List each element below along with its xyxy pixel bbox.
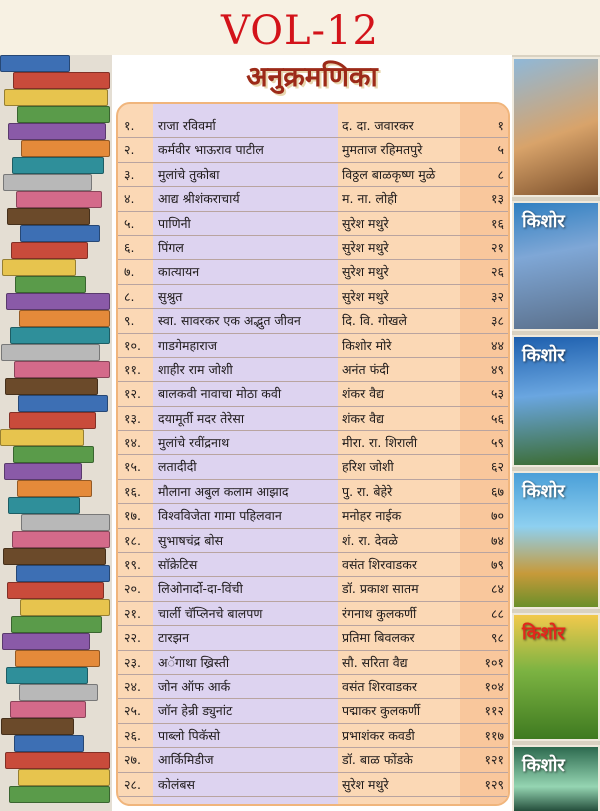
entry-title: चार्ली चॅप्लिनचे बालपण xyxy=(158,605,263,621)
table-row xyxy=(118,626,508,650)
entry-number: ११. xyxy=(124,361,141,377)
entry-title: गाडगेमहाराज xyxy=(158,337,217,353)
entry-title: कात्यायन xyxy=(158,264,200,280)
table-row xyxy=(118,187,508,211)
entry-author: प्रतिमा बिवलकर xyxy=(342,630,415,646)
entry-page: १२९ xyxy=(484,776,504,792)
table-row xyxy=(118,358,508,382)
book-spine xyxy=(21,514,110,531)
book-spine xyxy=(17,106,110,123)
entry-author: पद्माकर कुलकर्णी xyxy=(342,703,421,719)
cover-title: किशोर xyxy=(522,211,565,232)
book-spine xyxy=(9,786,110,803)
table-row xyxy=(118,236,508,260)
table-row xyxy=(118,260,508,284)
magazine-cover-5 xyxy=(512,613,600,741)
entry-number: १४. xyxy=(124,435,141,451)
magazine-cover-6 xyxy=(512,745,600,811)
entry-page: ५ xyxy=(497,142,504,158)
entry-title: पाणिनी xyxy=(158,215,191,231)
table-row xyxy=(118,285,508,309)
table-row xyxy=(118,577,508,601)
entry-title: स्वा. सावरकर एक अद्भुत जीवन xyxy=(158,313,301,329)
table-row xyxy=(118,602,508,626)
book-spine xyxy=(18,395,108,412)
entry-number: ८. xyxy=(124,288,135,304)
entry-page: ८४ xyxy=(490,581,504,597)
entry-number: १९. xyxy=(124,557,141,573)
entry-title: कोलंबस xyxy=(158,776,195,792)
entry-author: सुरेश मथुरे xyxy=(342,776,389,792)
table-row xyxy=(118,699,508,723)
entry-page: १२१ xyxy=(484,752,504,768)
book-spine xyxy=(5,752,110,769)
book-spine xyxy=(9,412,96,429)
entry-author: सुरेश मथुरे xyxy=(342,288,389,304)
entry-number: २६. xyxy=(124,727,141,743)
entry-page: ६२ xyxy=(490,459,504,475)
book-spine xyxy=(11,616,102,633)
book-spine xyxy=(4,463,82,480)
entry-author: सुरेश मथुरे xyxy=(342,264,389,280)
entry-number: २४. xyxy=(124,678,141,694)
entry-author: हरिश जोशी xyxy=(342,459,394,475)
entry-page: ४४ xyxy=(490,337,504,353)
book-spine xyxy=(1,344,100,361)
entry-number: १७. xyxy=(124,508,141,524)
book-spine xyxy=(4,89,108,106)
table-row xyxy=(118,163,508,187)
table-row xyxy=(118,773,508,797)
entry-number: ४. xyxy=(124,191,135,207)
book-spine xyxy=(3,174,92,191)
entry-number: २३. xyxy=(124,654,141,670)
entry-title: विश्वविजेता गामा पहिलवान xyxy=(158,508,282,524)
entry-page: १ xyxy=(497,118,504,133)
book-spine xyxy=(14,735,84,752)
entry-title: जोन ऑफ आर्क xyxy=(158,678,231,694)
entry-title: टारझन xyxy=(158,630,190,646)
book-spine xyxy=(16,191,102,208)
book-spine xyxy=(13,446,94,463)
book-spine xyxy=(20,225,100,242)
entry-number: १०. xyxy=(124,337,141,353)
entry-page: ७४ xyxy=(490,532,504,548)
magazine-cover-4 xyxy=(512,471,600,609)
book-spine xyxy=(16,565,110,582)
entry-page: १६ xyxy=(490,215,504,231)
magazine-cover-2 xyxy=(512,201,600,331)
entry-author: शंकर वैद्य xyxy=(342,386,385,402)
entry-author: मुमताज रहिमतपुरे xyxy=(342,142,423,158)
magazine-cover-3 xyxy=(512,335,600,467)
entry-number: १५. xyxy=(124,459,141,475)
entry-page: ११२ xyxy=(484,703,504,719)
entry-title: शाहीर राम जोशी xyxy=(158,361,233,377)
heading-band xyxy=(112,55,512,98)
entry-number: ६. xyxy=(124,239,135,255)
table-row xyxy=(118,724,508,748)
table-row xyxy=(118,675,508,699)
entry-author: सुरेश मथुरे xyxy=(342,239,389,255)
entry-author: पु. रा. बेहेरे xyxy=(342,483,393,499)
entry-number: २२. xyxy=(124,630,141,646)
entry-number: ९. xyxy=(124,313,135,329)
entry-number: ५. xyxy=(124,215,135,231)
entry-title: लतादीदी xyxy=(158,459,197,475)
entry-title: अॅगाथा ख्रिस्ती xyxy=(158,654,230,670)
book-spine xyxy=(2,259,76,276)
entry-title: पाब्लो पिकॅसो xyxy=(158,727,220,743)
book-spine xyxy=(21,140,110,157)
cover-title: किशोर xyxy=(522,345,565,366)
entry-page: ९८ xyxy=(490,630,504,646)
book-spine xyxy=(7,208,90,225)
entry-page: ७९ xyxy=(490,557,504,573)
table-row xyxy=(118,114,508,138)
table-row xyxy=(118,309,508,333)
table-row xyxy=(118,212,508,236)
entry-title: पिंगल xyxy=(158,239,184,255)
book-spine xyxy=(8,497,80,514)
table-row xyxy=(118,455,508,479)
page-title: अनुक्रमणिका xyxy=(246,60,378,93)
entry-title: जॉन हेन्री ड्युनांट xyxy=(158,703,233,719)
entry-author: शं. रा. देवळे xyxy=(342,532,398,548)
entry-title: मुलांचे रवींद्रनाथ xyxy=(158,435,230,451)
entry-author: अनंत फंदी xyxy=(342,361,390,377)
entry-number: २१. xyxy=(124,605,141,621)
table-row xyxy=(118,651,508,675)
table-row xyxy=(118,407,508,431)
table-row xyxy=(118,748,508,772)
entry-number: १२. xyxy=(124,386,141,402)
entry-title: लिओनार्दो-दा-विंची xyxy=(158,581,243,597)
entry-title: सुश्रुत xyxy=(158,288,183,304)
book-spine xyxy=(8,123,106,140)
entry-page: ७० xyxy=(490,508,504,524)
entry-number: ३. xyxy=(124,166,135,182)
book-spine xyxy=(20,599,110,616)
entry-number: २८. xyxy=(124,776,141,792)
entry-number: १८. xyxy=(124,532,141,548)
book-spine xyxy=(14,361,110,378)
entry-page: ५६ xyxy=(490,410,504,426)
entry-title: सॉक्रेटिस xyxy=(158,557,198,573)
book-spine xyxy=(13,72,110,89)
book-spine xyxy=(6,293,110,310)
book-spine xyxy=(18,769,110,786)
entry-number: २०. xyxy=(124,581,141,597)
entry-author: म. ना. लोही xyxy=(342,191,398,207)
table-row xyxy=(118,529,508,553)
contents-table xyxy=(116,102,510,806)
entry-number: १३. xyxy=(124,410,141,426)
entry-title: आद्य श्रीशंकराचार्य xyxy=(158,191,240,207)
book-spine xyxy=(10,701,86,718)
entry-page: २६ xyxy=(490,264,504,280)
table-row xyxy=(118,431,508,455)
volume-label: VOL-12 xyxy=(221,8,379,54)
book-spine xyxy=(5,378,98,395)
entry-author: मीरा. रा. शिराली xyxy=(342,435,418,451)
entry-title: दयामूर्ती मदर तेरेसा xyxy=(158,410,245,426)
entry-number: १६. xyxy=(124,483,141,499)
entry-page: १३ xyxy=(490,191,504,207)
entry-author: वसंत शिरवाडकर xyxy=(342,557,417,573)
book-spine xyxy=(19,310,110,327)
book-spine xyxy=(0,429,84,446)
entry-page: ८ xyxy=(497,166,504,182)
book-spine xyxy=(1,718,74,735)
contents-panel xyxy=(112,98,512,811)
entry-author: किशोर मोरे xyxy=(342,337,392,353)
book-spine xyxy=(7,582,104,599)
entry-author: वसंत शिरवाडकर xyxy=(342,678,417,694)
entry-page: ३२ xyxy=(490,288,504,304)
entry-author: मनोहर नाईक xyxy=(342,508,402,524)
entry-number: ७. xyxy=(124,264,135,280)
book-spine xyxy=(0,55,70,72)
book-spine xyxy=(2,633,90,650)
magazine-covers-strip xyxy=(512,55,600,811)
book-spine xyxy=(19,684,98,701)
book-spine xyxy=(12,531,110,548)
entry-title: राजा रविवर्मा xyxy=(158,118,216,133)
entry-page: ५९ xyxy=(490,435,504,451)
entry-number: २. xyxy=(124,142,135,158)
table-row xyxy=(118,480,508,504)
entry-title: बालकवी नावाचा मोठा कवी xyxy=(158,386,282,402)
book-spine xyxy=(15,650,100,667)
magazine-cover-1 xyxy=(512,57,600,197)
table-row xyxy=(118,138,508,162)
book-spine xyxy=(3,548,106,565)
entry-author: द. दा. जवारकर xyxy=(342,118,414,133)
entry-number: २५. xyxy=(124,703,141,719)
entry-author: विठ्ठल बाळकृष्ण मुळे xyxy=(342,166,436,182)
entry-author: सुरेश मथुरे xyxy=(342,215,389,231)
entry-page: ११७ xyxy=(484,727,504,743)
book-stack-illustration xyxy=(0,55,112,811)
entry-page: ५३ xyxy=(490,386,504,402)
entry-author: रंगनाथ कुलकर्णी xyxy=(342,605,417,621)
table-row xyxy=(118,504,508,528)
entry-author: दि. वि. गोखले xyxy=(342,313,407,329)
cover-title: किशोर xyxy=(522,481,565,502)
entry-author: सौ. सरिता वैद्य xyxy=(342,654,408,670)
entry-author: डॉ. प्रकाश सातम xyxy=(342,581,419,597)
entry-page: २१ xyxy=(490,239,504,255)
entry-page: ८८ xyxy=(490,605,504,621)
entry-page: १०१ xyxy=(484,654,504,670)
entry-title: आर्किमिडीज xyxy=(158,752,214,768)
entry-author: प्रभाशंकर कवडी xyxy=(342,727,415,743)
table-row xyxy=(118,553,508,577)
entry-page: ६७ xyxy=(490,483,504,499)
book-spine xyxy=(11,242,88,259)
entry-author: शंकर वैद्य xyxy=(342,410,385,426)
entry-title: सुभाषचंद्र बोस xyxy=(158,532,224,548)
cover-title: किशोर xyxy=(522,623,565,644)
entry-page: ३८ xyxy=(490,313,504,329)
table-row xyxy=(118,334,508,358)
book-spine xyxy=(12,157,104,174)
book-spine xyxy=(6,667,88,684)
book-spine xyxy=(17,480,92,497)
entry-author: डॉ. बाळ फोंडके xyxy=(342,752,413,768)
entry-title: मौलाना अबुल कलाम आझाद xyxy=(158,483,289,499)
cover-title: किशोर xyxy=(522,755,565,776)
entry-title: मुलांचे तुकोबा xyxy=(158,166,220,182)
table-row xyxy=(118,382,508,406)
entry-number: २७. xyxy=(124,752,141,768)
entry-page: ४९ xyxy=(490,361,504,377)
entry-title: कर्मवीर भाऊराव पाटील xyxy=(158,142,264,158)
entry-number: १. xyxy=(124,118,135,133)
entry-page: १०४ xyxy=(484,678,504,694)
book-spine xyxy=(10,327,110,344)
book-spine xyxy=(15,276,86,293)
contents-rows xyxy=(118,114,508,797)
